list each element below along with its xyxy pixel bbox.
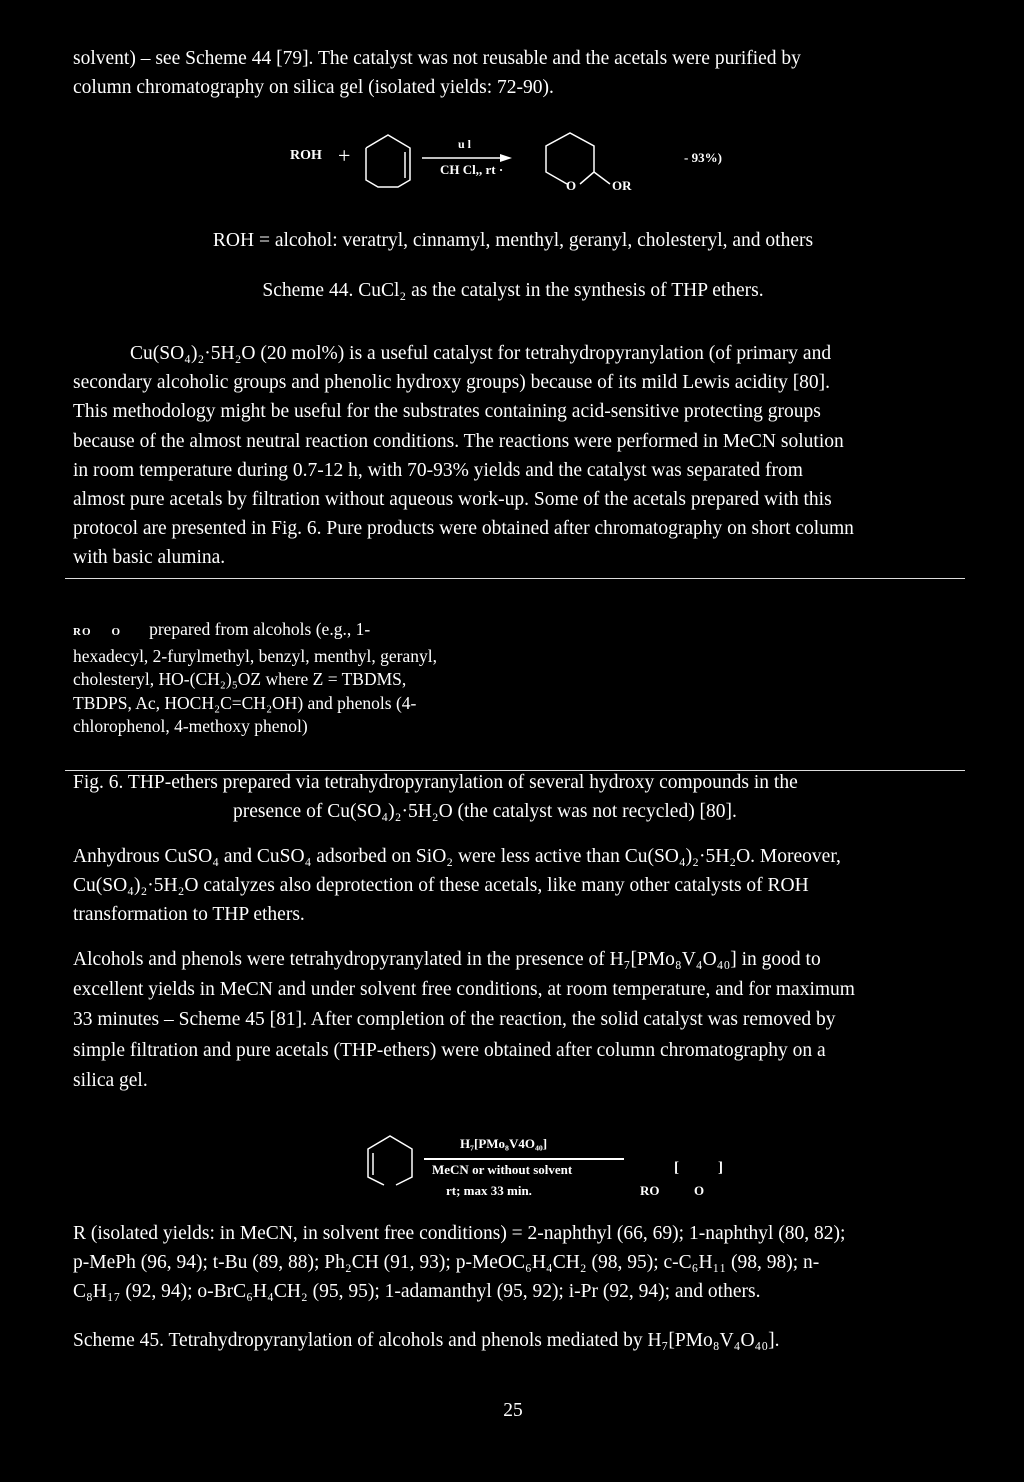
text-line: TBDPS, Ac, HOCH₂C=CH₂OH) and phenols (4- <box>73 692 417 713</box>
text-line: excellent yields in MeCN and under solvent free conditions, at room temperature, and for maximum <box>73 979 855 1001</box>
text-line: almost pure acetals by filtration without aqueous work-up. Some of the acetals prepared with this <box>73 489 832 511</box>
scheme-45-caption-block <box>73 1326 953 1355</box>
text-line: prepared from alcohols (e.g., 1- <box>149 619 371 639</box>
text-line: because of the almost neutral reaction conditions. The reactions were performed in MeCN solution <box>73 430 844 452</box>
text-line: Cu(SO₄)₂·5H₂O (20 mol%) is a useful catalyst for tetrahydropyranylation (of primary and <box>130 343 832 364</box>
figure-6-caption <box>73 768 953 826</box>
text-line: with basic alumina. <box>73 547 226 569</box>
scheme-45-r-definitions <box>73 1219 953 1307</box>
text-line: chlorophenol, 4-methoxy phenol) <box>73 716 308 736</box>
text-line: R (isolated yields: in MeCN, in solvent free conditions) = 2-naphthyl (66, 69); 1-naphthyl (80, 82); <box>73 1223 846 1244</box>
text-line: column chromatography on silica gel (isolated yields: 72-90). <box>73 77 554 99</box>
text-line: simple filtration and pure acetals (THP-ethers) were obtained after column chromatography on a <box>73 1039 826 1061</box>
plus-sign: + <box>338 143 351 168</box>
figure-6-content <box>73 618 553 739</box>
text-line: transformation to THP ethers. <box>73 904 305 926</box>
product-or-label: OR <box>612 178 632 193</box>
reactant-label: ROH <box>290 148 322 163</box>
yield-label: - 93%) <box>684 150 722 165</box>
roh-definition: ROH = alcohol: veratryl, cinnamyl, menthyl, geranyl, cholesteryl, and others <box>212 230 814 251</box>
product-o-label: O <box>694 1183 705 1198</box>
product-ro-label: RO <box>640 1183 660 1198</box>
o-label: O <box>111 626 122 638</box>
text-line: silica gel. <box>73 1069 148 1091</box>
intro-paragraph <box>73 44 953 102</box>
arrow-bottom-label: CH Cl,, rt · <box>440 162 504 177</box>
page-number: 25 <box>503 1400 523 1421</box>
scheme-45-caption: Scheme 45. Tetrahydropyranylation of alcohols and phenols mediated by H₇[PMo₈V₄O₄₀]. <box>73 1330 780 1351</box>
text-line: cholesteryl, HO-(CH₂)₅OZ where Z = TBDMS, <box>73 669 407 689</box>
dihydropyran-structure <box>358 130 418 190</box>
arrow-top-label: H₇[PMo₈V4O₄₀] <box>460 1136 548 1151</box>
text-line: secondary alcoholic groups and phenolic hydroxy groups) because of its mild Lewis acidity [80]. <box>73 372 831 394</box>
text-line: Alcohols and phenols were tetrahydropyranylated in the presence of H₇[PMo₈V₄O₄₀] in good to <box>73 949 821 970</box>
reaction-arrow <box>424 1158 624 1160</box>
arrow-bottom-label: rt; max 33 min. <box>446 1183 532 1198</box>
text-line: solvent) – see Scheme 44 [79]. The catalyst was not reusable and the acetals were purified by <box>73 48 801 69</box>
reaction-arrow <box>422 154 512 162</box>
dihydropyran-structure <box>360 1133 420 1188</box>
text-line: p-MePh (96, 94); t-Bu (89, 88); Ph₂CH (91, 93); p-MeOC₆H₄CH₂ (98, 95); c-C₆H₁₁ (98, 98); n- <box>73 1252 820 1274</box>
paragraph-cuso4 <box>73 339 953 573</box>
text-line: 33 minutes – Scheme 45 [81]. After completion of the reaction, the solid catalyst was removed by <box>73 1009 836 1031</box>
text-line: hexadecyl, 2-furylmethyl, benzyl, menthyl, geranyl, <box>73 645 437 666</box>
text-line: C₈H₁₇ (92, 94); o-BrC₆H₄CH₂ (95, 95); 1-adamanthyl (95, 92); i-Pr (92, 94); and others. <box>73 1281 761 1303</box>
product-bracket: ] <box>718 1160 723 1176</box>
ro-label: RO <box>73 626 92 638</box>
page-number-block <box>73 1396 953 1425</box>
arrow-top-label: u l <box>458 137 472 151</box>
text-line: This methodology might be useful for the substrates containing acid-sensitive protecting groups <box>73 401 821 423</box>
figure-top-rule <box>65 578 965 579</box>
text-line: Fig. 6. THP-ethers prepared via tetrahydropyranylation of several hydroxy compounds in the <box>73 772 798 793</box>
arrow-bottom-label: MeCN or without solvent <box>432 1162 573 1177</box>
text-line: Anhydrous CuSO₄ and CuSO₄ adsorbed on SiO₂ were less active than Cu(SO₄)₂·5H₂O. Moreover, <box>73 846 841 867</box>
text-line: protocol are presented in Fig. 6. Pure products were obtained after chromatography on short column <box>73 518 854 540</box>
scheme-44-text <box>73 226 953 305</box>
scheme-44-caption: Scheme 44. CuCl₂ as the catalyst in the synthesis of THP ethers. <box>262 280 764 302</box>
paragraph-anhydrous <box>73 842 953 930</box>
text-line: in room temperature during 0.7-12 h, with 70-93% yields and the catalyst was separated from <box>73 459 803 481</box>
product-bracket: [ <box>674 1160 679 1176</box>
ring-oxygen-label: O <box>566 178 577 193</box>
text-line: Cu(SO₄)₂·5H₂O catalyzes also deprotection of these acetals, like many other catalysts of ROH <box>73 875 809 897</box>
text-line: presence of Cu(SO₄)₂·5H₂O (the catalyst was not recycled) [80]. <box>233 801 737 823</box>
paragraph-hpa <box>73 945 953 1096</box>
thp-ether-structure <box>540 128 660 190</box>
